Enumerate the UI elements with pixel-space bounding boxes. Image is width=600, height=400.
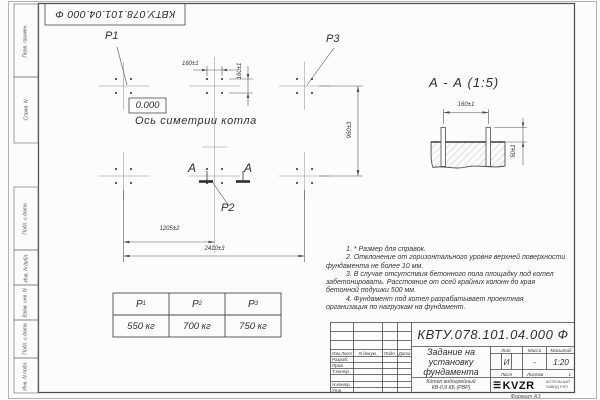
p-sub: 3	[254, 301, 258, 307]
kvzr-logo-text: KVZR	[502, 379, 535, 392]
note-item: 1. * Размер для справок.	[346, 246, 426, 253]
frame-field-label: Подп. и дата	[23, 323, 29, 355]
frame-field-label: Инв. N подл.	[23, 360, 30, 391]
p-base: P	[135, 298, 143, 310]
frame-field-label: Подп. и дата	[23, 202, 29, 235]
titleblock-row-prov: Пров.	[332, 363, 344, 368]
frame-field-podp-data-2	[14, 320, 38, 358]
titleblock-title-line: Задание на	[427, 347, 475, 357]
titleblock-title-line: установку	[428, 356, 474, 367]
titleblock-scale-label: Масштаб	[550, 347, 572, 353]
frame-field-inv-n-dubl	[14, 250, 38, 285]
titleblock-product-line: Котел водогрейный	[426, 379, 476, 385]
titleblock-lit-label: Лит.	[501, 347, 512, 353]
load-table-value-p2: 700 кг	[183, 320, 211, 332]
titleblock-doc-number: КВТУ.078.101.04.000 Ф	[417, 327, 569, 342]
titleblock-col-podp: Подп.	[384, 350, 396, 356]
kvzr-logo-icon: ☰	[493, 380, 502, 390]
titleblock-product-line: КВ-0,9 КБ (РВР)	[431, 385, 471, 392]
section-dim-50: 50±1	[511, 144, 517, 158]
frame-field-sprav-n	[14, 77, 38, 143]
dim-2410: 2410±3	[204, 246, 225, 252]
frame-field-perv-primen	[14, 4, 38, 77]
titleblock-row-nkontr: Н.контр.	[332, 382, 352, 387]
titleblock-title-line: фундамента	[423, 366, 479, 377]
load-table-header-p1	[113, 293, 169, 315]
section-view-linework	[431, 109, 527, 168]
titleblock-mass-label: Масса	[527, 347, 542, 353]
note-item: 3. В случае отсутствия бетонного пола площадку под котел забетонировать. Расстояние от осей крайних колонн до края бетонной подушки 500 мм.	[326, 270, 554, 295]
p-sub: 2	[198, 301, 202, 307]
frame-field-label: Справ. N	[23, 99, 29, 121]
titleblock-row-utv: Утв.	[332, 388, 343, 393]
note-item: 4. Фундамент под котел разрабатывает проектная организация по нагрузкам на фундамент.	[326, 295, 524, 312]
frame-field-podp-data-1	[14, 187, 38, 250]
load-table-value-p3: 750 кг	[239, 320, 267, 332]
symmetry-axis-label: Ось симетрии котла	[135, 115, 257, 127]
load-point-label-p2: P2	[221, 202, 235, 214]
section-view-title: А - А (1:5)	[429, 75, 500, 90]
anchor-bolt-dots	[115, 78, 313, 184]
titleblock-sheets-label: Листов	[527, 371, 544, 377]
technical-notes	[326, 246, 566, 312]
titleblock-org-line: КОТЕЛЬНЫЙ	[546, 380, 570, 384]
dim-160-side: 160±1	[237, 62, 243, 80]
p-sub: 1	[142, 301, 146, 307]
frame-field-label: Перв. примен.	[23, 23, 29, 58]
frame-field-label: Инв. N дубл.	[23, 253, 30, 282]
titleblock-col-izm: Изм.Лист	[332, 350, 352, 356]
load-point-label-p3: P3	[326, 33, 340, 45]
section-letter-left: А	[188, 161, 197, 175]
titleblock-org-line: ЗАВОД РЭП	[546, 384, 568, 389]
titleblock-sheet-label: Лист	[500, 371, 513, 377]
titleblock-row-tkontr: Т.контр.	[332, 369, 351, 374]
p-base: P	[191, 298, 199, 310]
titleblock-row-razrab: Разраб.	[332, 357, 349, 362]
titleblock-logo	[493, 379, 545, 392]
load-table-header-p2	[169, 293, 225, 315]
titleblock-lit-value: И	[503, 357, 510, 367]
titleblock-org	[546, 380, 575, 389]
dim-160-top: 160±1	[182, 61, 199, 67]
titleblock-mass-value: -	[533, 357, 536, 367]
frame-field-label: Взам. инв. N	[23, 287, 29, 318]
titleblock-scale-value: 1:20	[553, 357, 569, 367]
p-base: P	[247, 298, 255, 310]
corner-stamp	[45, 3, 185, 24]
titleblock-col-data: Дата	[398, 350, 411, 356]
note-item: 2. Отклонение от горизонтального уровня верхней поверхности фундамента не более 10 мм.	[326, 254, 566, 270]
section-letter-right: А	[244, 161, 253, 175]
format-label: Формат А3	[510, 393, 541, 400]
load-table-header-p3	[225, 293, 281, 315]
frame-field-inv-n-podl	[14, 358, 38, 393]
load-point-label-p1: P1	[105, 30, 119, 42]
dim-960: 960±3	[347, 121, 353, 139]
dim-1205: 1205±2	[159, 226, 180, 232]
titleblock-title	[412, 348, 490, 377]
titleblock-sheets-value: 1	[568, 371, 571, 377]
load-table-value-p1: 550 кг	[127, 320, 155, 332]
titleblock-sheets	[523, 370, 575, 378]
corner-stamp-doc-number: КВТУ.078.101.04.000 Ф	[54, 7, 176, 20]
frame-field-vzam-inv-n	[14, 285, 38, 320]
titleblock-product	[412, 379, 490, 392]
elevation-mark: 0.000	[135, 100, 160, 111]
section-dim-160: 160±1	[457, 102, 475, 108]
titleblock-col-ndoc: N докум.	[358, 350, 378, 356]
